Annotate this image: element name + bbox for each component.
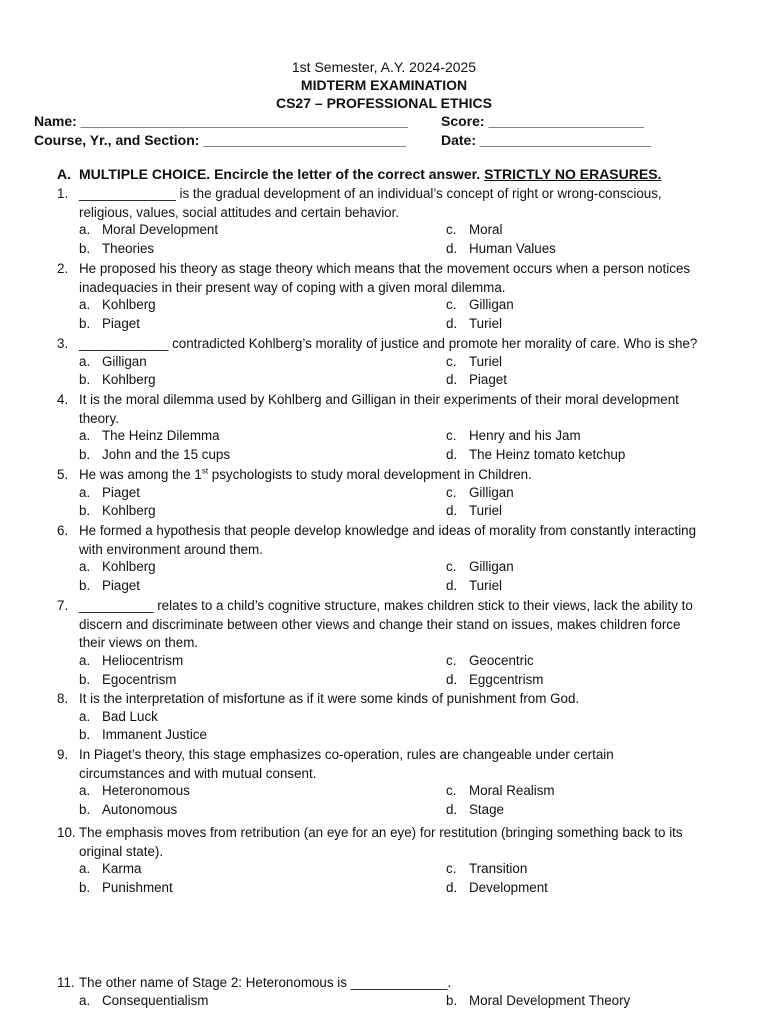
score-field: Score: ____________________	[441, 113, 645, 129]
answer-option	[79, 861, 141, 876]
stem-text: psychologists to study moral development in Children.	[208, 467, 532, 482]
option-letter: a.	[79, 353, 91, 369]
option-text: Geocentric	[469, 653, 534, 669]
question-stem: He proposed his theory as stage theory which means that the movement occurs when a person notices	[79, 261, 691, 276]
question-stem: religious, values, social attitudes and certain behavior.	[79, 204, 400, 220]
question-line	[57, 410, 727, 429]
option-letter: a.	[79, 484, 91, 500]
option-letter: c.	[446, 861, 457, 877]
answer-option	[79, 727, 207, 742]
question-item	[57, 522, 727, 594]
answer-option	[446, 428, 581, 443]
answer-option	[79, 241, 154, 256]
question-number: 11.	[57, 975, 75, 990]
question-item	[57, 824, 727, 896]
option-letter: a.	[79, 653, 91, 669]
answer-option	[446, 802, 504, 817]
answer-option	[446, 222, 502, 237]
stem-text: He was among the 1	[79, 467, 202, 482]
option-text: Kohlberg	[102, 559, 156, 575]
semester-line: 1st Semester, A.Y. 2024-2025	[291, 59, 477, 75]
option-text: Kohlberg	[102, 372, 156, 388]
question-line	[57, 391, 727, 410]
answer-option	[79, 428, 220, 443]
question-line	[57, 843, 727, 862]
question-stem: In Piaget’s theory, this stage emphasizes co-operation, rules are changeable under certain	[79, 747, 614, 762]
question-number: 4.	[57, 392, 69, 407]
option-text: Heteronomous	[102, 783, 190, 799]
answer-option	[79, 802, 177, 817]
option-text: Gilligan	[469, 484, 514, 500]
question-item	[57, 466, 727, 519]
answer-option	[79, 372, 156, 387]
option-letter: d.	[446, 447, 458, 463]
option-letter: d.	[446, 503, 458, 519]
question-stem: The other name of Stage 2: Heteronomous is _____________.	[79, 975, 452, 990]
option-text: Turiel	[469, 353, 502, 369]
question-number: 1.	[57, 186, 69, 201]
question-number: 6.	[57, 523, 69, 538]
option-text: Development	[469, 880, 548, 896]
answer-option	[446, 559, 514, 574]
question-stem: inadequacies in their present way of coping with a given moral dilemma.	[79, 279, 506, 295]
section-a-heading	[57, 166, 661, 182]
question-stem: __________ relates to a child’s cognitive structure, makes children stick to their views, lack the ability to	[79, 598, 693, 613]
question-stem: It is the moral dilemma used by Kohlberg and Gilligan in their experiments of their moral development	[79, 392, 679, 407]
option-letter: c.	[446, 653, 457, 669]
question-stem: The emphasis moves from retribution (an eye for an eye) for restitution (bringing something back to its	[79, 825, 683, 840]
option-letter: b.	[79, 503, 91, 519]
question-item	[57, 746, 727, 818]
answer-option	[446, 993, 630, 1008]
answer-option	[79, 503, 156, 518]
option-letter: b.	[79, 671, 91, 687]
option-text: John and the 15 cups	[102, 447, 231, 463]
answer-option	[79, 578, 140, 593]
question-stem: with environment around them.	[79, 541, 263, 557]
answer-option	[79, 559, 156, 574]
question-item	[57, 690, 727, 743]
option-letter: b.	[79, 316, 91, 332]
answer-option	[446, 316, 502, 331]
question-line	[57, 634, 727, 653]
option-letter: d.	[446, 802, 458, 818]
option-letter: c.	[446, 783, 457, 799]
option-letter: c.	[446, 559, 457, 575]
option-letter: a.	[79, 559, 91, 575]
option-text: Kohlberg	[102, 297, 156, 313]
question-line	[57, 765, 727, 784]
question-line	[57, 597, 727, 616]
question-number: 7.	[57, 598, 69, 613]
option-text: Gilligan	[102, 353, 147, 369]
option-text: Consequentialism	[102, 992, 209, 1008]
name-field: Name: __________________________________________	[34, 113, 408, 129]
option-letter: c.	[446, 353, 457, 369]
answer-option	[79, 485, 140, 500]
option-letter: d.	[446, 578, 458, 594]
course-section-field: Course, Yr., and Section: __________________________	[34, 132, 406, 148]
option-letter: a.	[79, 222, 91, 238]
option-text: Kohlberg	[102, 503, 156, 519]
option-letter: b.	[79, 447, 91, 463]
option-text: Transition	[469, 861, 528, 877]
answer-option	[79, 709, 158, 724]
section-emphasis: STRICTLY NO ERASURES.	[484, 166, 662, 182]
option-text: Moral Development Theory	[469, 992, 631, 1008]
question-item	[57, 185, 727, 257]
option-letter: b.	[79, 578, 91, 594]
question-item	[57, 597, 727, 687]
answer-option	[446, 578, 502, 593]
option-text: Turiel	[469, 503, 502, 519]
option-letter: a.	[79, 708, 91, 724]
question-item	[57, 974, 727, 1008]
option-letter: b.	[79, 372, 91, 388]
option-letter: d.	[446, 241, 458, 257]
option-text: Stage	[469, 802, 504, 818]
answer-option	[446, 861, 527, 876]
answer-option	[446, 447, 625, 462]
question-line	[57, 260, 727, 279]
question-stem: original state).	[79, 843, 164, 859]
question-line	[57, 335, 727, 354]
question-item	[57, 260, 727, 332]
question-stem: discern and discriminate between other views and change their stand on issues, makes children force	[79, 616, 681, 632]
question-stem: circumstances and with mutual consent.	[79, 765, 317, 781]
question-stem	[79, 466, 532, 485]
question-number: 5.	[57, 467, 69, 482]
option-letter: a.	[79, 783, 91, 799]
answer-option	[79, 653, 183, 668]
date-field: Date: ______________________	[441, 132, 652, 148]
question-number: 10.	[57, 825, 76, 840]
option-letter: b.	[79, 880, 91, 896]
option-text: Moral Development	[102, 222, 219, 238]
answer-option	[446, 372, 507, 387]
answer-option	[79, 297, 156, 312]
answer-option	[79, 672, 176, 687]
option-letter: d.	[446, 880, 458, 896]
question-stem: ____________ contradicted Kohlberg’s morality of justice and promote her morality of care. Who is she?	[79, 336, 698, 351]
question-stem: It is the interpretation of misfortune as if it were some kinds of punishment from God.	[79, 691, 580, 706]
option-text: Gilligan	[469, 297, 514, 313]
question-line	[57, 279, 727, 298]
option-text: Gilligan	[469, 559, 514, 575]
answer-option	[79, 993, 208, 1008]
option-letter: c.	[446, 297, 457, 313]
option-text: Autonomous	[102, 802, 178, 818]
question-item	[57, 391, 727, 463]
option-text: Heliocentrism	[102, 653, 184, 669]
question-stem: theory.	[79, 410, 119, 426]
question-number: 3.	[57, 336, 69, 351]
question-line	[57, 746, 727, 765]
option-text: Eggcentrism	[469, 671, 544, 687]
option-letter: d.	[446, 316, 458, 332]
option-letter: a.	[79, 297, 91, 313]
answer-option	[446, 880, 548, 895]
option-text: Punishment	[102, 880, 173, 896]
question-line	[57, 974, 727, 993]
section-instruction: MULTIPLE CHOICE. Encircle the letter of the correct answer.	[79, 166, 485, 182]
question-line	[57, 690, 727, 709]
answer-option	[446, 653, 534, 668]
question-stem: He formed a hypothesis that people develop knowledge and ideas of morality from constantly interacting	[79, 523, 697, 538]
answer-option	[446, 297, 514, 312]
option-text: Piaget	[102, 316, 140, 332]
answer-option	[79, 354, 147, 369]
option-letter: c.	[446, 222, 457, 238]
option-letter: c.	[446, 428, 457, 444]
question-number: 2.	[57, 261, 69, 276]
option-text: Human Values	[469, 241, 556, 257]
option-text: Bad Luck	[102, 708, 158, 724]
option-letter: a.	[79, 428, 91, 444]
option-letter: a.	[79, 861, 91, 877]
question-line	[57, 616, 727, 635]
option-text: Turiel	[469, 578, 502, 594]
option-letter: a.	[79, 992, 91, 1008]
answer-option	[446, 241, 556, 256]
option-text: The Heinz tomato ketchup	[469, 447, 626, 463]
option-letter: b.	[446, 992, 458, 1008]
answer-option	[79, 447, 230, 462]
course-title: CS27 – PROFESSIONAL ETHICS	[275, 95, 492, 111]
option-text: The Heinz Dilemma	[102, 428, 220, 444]
question-number: 9.	[57, 747, 69, 762]
question-line	[57, 204, 727, 223]
section-letter: A.	[57, 166, 71, 182]
option-text: Moral Realism	[469, 783, 555, 799]
question-line	[57, 541, 727, 560]
answer-option	[446, 503, 502, 518]
answer-option	[79, 316, 140, 331]
option-letter: b.	[79, 802, 91, 818]
question-line	[57, 522, 727, 541]
question-line	[57, 185, 727, 204]
question-line	[57, 824, 727, 843]
option-text: Egocentrism	[102, 671, 177, 687]
question-item	[57, 335, 727, 388]
option-text: Piaget	[102, 578, 140, 594]
question-line	[57, 466, 727, 485]
answer-option	[446, 783, 555, 798]
question-stem: _____________ is the gradual development of an individual’s concept of right or wrong-conscious,	[79, 186, 662, 201]
option-text: Moral	[469, 222, 503, 238]
answer-option	[79, 783, 190, 798]
answer-option	[79, 880, 173, 895]
answer-option	[446, 485, 514, 500]
option-letter: d.	[446, 671, 458, 687]
option-text: Immanent Justice	[102, 727, 207, 743]
answer-option	[446, 672, 543, 687]
question-number: 8.	[57, 691, 69, 706]
exam-title: MIDTERM EXAMINATION	[300, 77, 468, 93]
option-text: Henry and his Jam	[469, 428, 581, 444]
ordinal-suffix: st	[201, 466, 209, 476]
answer-option	[446, 354, 502, 369]
option-letter: b.	[79, 727, 91, 743]
question-stem: their views on them.	[79, 635, 199, 651]
option-text: Piaget	[469, 372, 507, 388]
option-letter: d.	[446, 372, 458, 388]
answer-option	[79, 222, 218, 237]
option-text: Theories	[102, 241, 155, 257]
option-text: Karma	[102, 861, 142, 877]
option-text: Turiel	[469, 316, 502, 332]
option-text: Piaget	[102, 484, 140, 500]
option-letter: b.	[79, 241, 91, 257]
option-letter: c.	[446, 484, 457, 500]
